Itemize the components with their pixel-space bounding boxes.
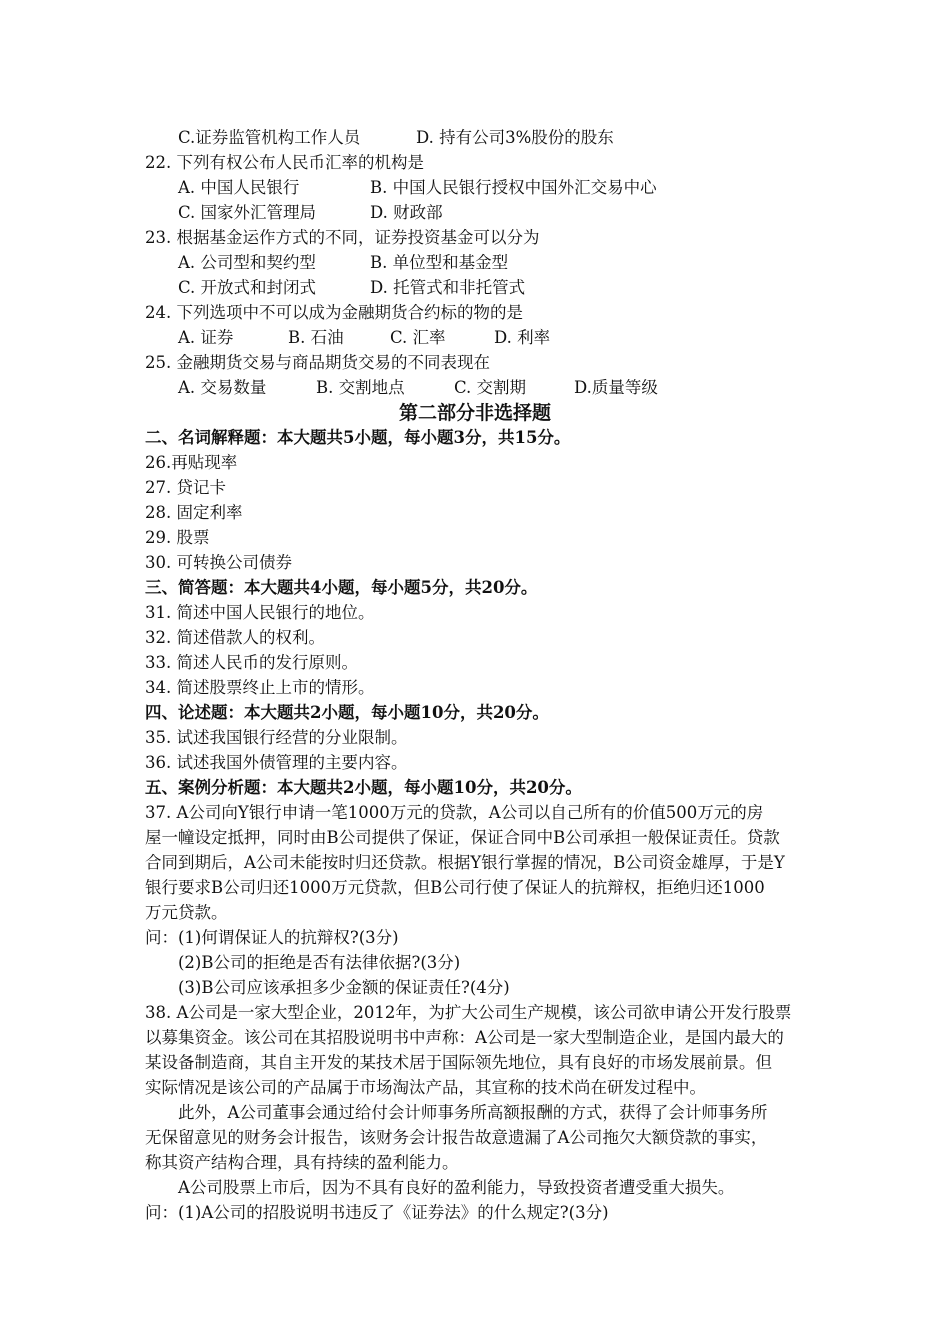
q22-option-d: D. 财政部 (370, 203, 443, 222)
q22-option-c: C. 国家外汇管理局 (178, 203, 317, 222)
q24-stem: 24. 下列选项中不可以成为金融期货合约标的物的是 (145, 303, 523, 322)
q31: 31. 简述中国人民银行的地位。 (145, 603, 375, 622)
q37-ask-3: (3)B公司应该承担多少金额的保证责任?(4分) (178, 978, 510, 997)
q37-line: 合同到期后，A公司未能按时归还贷款。根据Y银行掌握的情况，B公司资金雄厚，于是Y (145, 853, 785, 872)
q27: 27. 贷记卡 (145, 478, 226, 497)
q38-line: 38. A公司是一家大型企业，2012年，为扩大公司生产规模，该公司欲申请公开发行股票 (145, 1003, 792, 1022)
q34: 34. 简述股票终止上市的情形。 (145, 678, 375, 697)
q25-option-d: D.质量等级 (574, 378, 658, 397)
q38-line: A公司股票上市后，因为不具有良好的盈利能力，导致投资者遭受重大损失。 (178, 1178, 735, 1197)
q37-ask-1: 问：(1)何谓保证人的抗辩权?(3分) (145, 928, 399, 947)
q38-line: 实际情况是该公司的产品属于市场淘汰产品，其宣称的技术尚在研发过程中。 (145, 1078, 706, 1097)
sec2-heading: 二、名词解释题：本大题共5小题，每小题3分，共15分。 (145, 428, 571, 447)
q23-option-a: A. 公司型和契约型 (178, 253, 316, 272)
q37-line: 屋一幢设定抵押，同时由B公司提供了保证，保证合同中B公司承担一般保证责任。贷款 (145, 828, 780, 847)
q37-line: 银行要求B公司归还1000万元贷款，但B公司行使了保证人的抗辩权，拒绝归还1000 (145, 878, 765, 897)
q25-stem: 25. 金融期货交易与商品期货交易的不同表现在 (145, 353, 490, 372)
sec3-heading: 三、简答题：本大题共4小题，每小题5分，共20分。 (145, 578, 538, 597)
q21-option-d: D. 持有公司3%股份的股东 (416, 128, 614, 147)
q38-line: 此外，A公司董事会通过给付会计师事务所高额报酬的方式，获得了会计师事务所 (178, 1103, 768, 1122)
sec5-heading: 五、案例分析题：本大题共2小题，每小题10分，共20分。 (145, 778, 582, 797)
q21-option-c: C.证券监管机构工作人员 (178, 128, 361, 147)
part2-title: 第二部分非选择题 (398, 402, 551, 424)
q24-option-b: B. 石油 (288, 328, 344, 347)
q33: 33. 简述人民币的发行原则。 (145, 653, 358, 672)
q22-stem: 22. 下列有权公布人民币汇率的机构是 (145, 153, 424, 172)
q32: 32. 简述借款人的权利。 (145, 628, 325, 647)
q38-line: 以募集资金。该公司在其招股说明书中声称：A公司是一家大型制造企业，是国内最大的 (145, 1028, 784, 1047)
q25-option-b: B. 交割地点 (316, 378, 405, 397)
q23-option-c: C. 开放式和封闭式 (178, 278, 317, 297)
q37-line: 37. A公司向Y银行申请一笔1000万元的贷款，A公司以自己所有的价值500万元的房 (145, 803, 764, 822)
q23-option-b: B. 单位型和基金型 (370, 253, 509, 272)
q38-line: 称其资产结构合理，具有持续的盈利能力。 (145, 1153, 459, 1172)
q29: 29. 股票 (145, 528, 210, 547)
q38-line: 某设备制造商，其自主开发的某技术居于国际领先地位，具有良好的市场发展前景。但 (145, 1053, 772, 1072)
q36: 36. 试述我国外债管理的主要内容。 (145, 753, 408, 772)
q22-option-a: A. 中国人民银行 (178, 178, 300, 197)
sec4-heading: 四、论述题：本大题共2小题，每小题10分，共20分。 (145, 703, 549, 722)
q26: 26.再贴现率 (145, 453, 238, 472)
q22-option-b: B. 中国人民银行授权中国外汇交易中心 (370, 178, 657, 197)
q23-option-d: D. 托管式和非托管式 (370, 278, 526, 297)
q23-stem: 23. 根据基金运作方式的不同，证券投资基金可以分为 (145, 228, 540, 247)
q25-option-c: C. 交割期 (454, 378, 527, 397)
q38-ask-1: 问：(1)A公司的招股说明书违反了《证券法》的什么规定?(3分) (145, 1203, 609, 1222)
q37-ask-2: (2)B公司的拒绝是否有法律依据?(3分) (178, 953, 461, 972)
q37-line: 万元贷款。 (145, 903, 228, 922)
q24-option-d: D. 利率 (494, 328, 551, 347)
q25-option-a: A. 交易数量 (178, 378, 267, 397)
q30: 30. 可转换公司债券 (145, 553, 292, 572)
q28: 28. 固定利率 (145, 503, 243, 522)
q24-option-c: C. 汇率 (390, 328, 446, 347)
q35: 35. 试述我国银行经营的分业限制。 (145, 728, 408, 747)
q38-line: 无保留意见的财务会计报告，该财务会计报告故意遗漏了A公司拖欠大额贷款的事实， (145, 1128, 768, 1147)
q24-option-a: A. 证券 (178, 328, 234, 347)
